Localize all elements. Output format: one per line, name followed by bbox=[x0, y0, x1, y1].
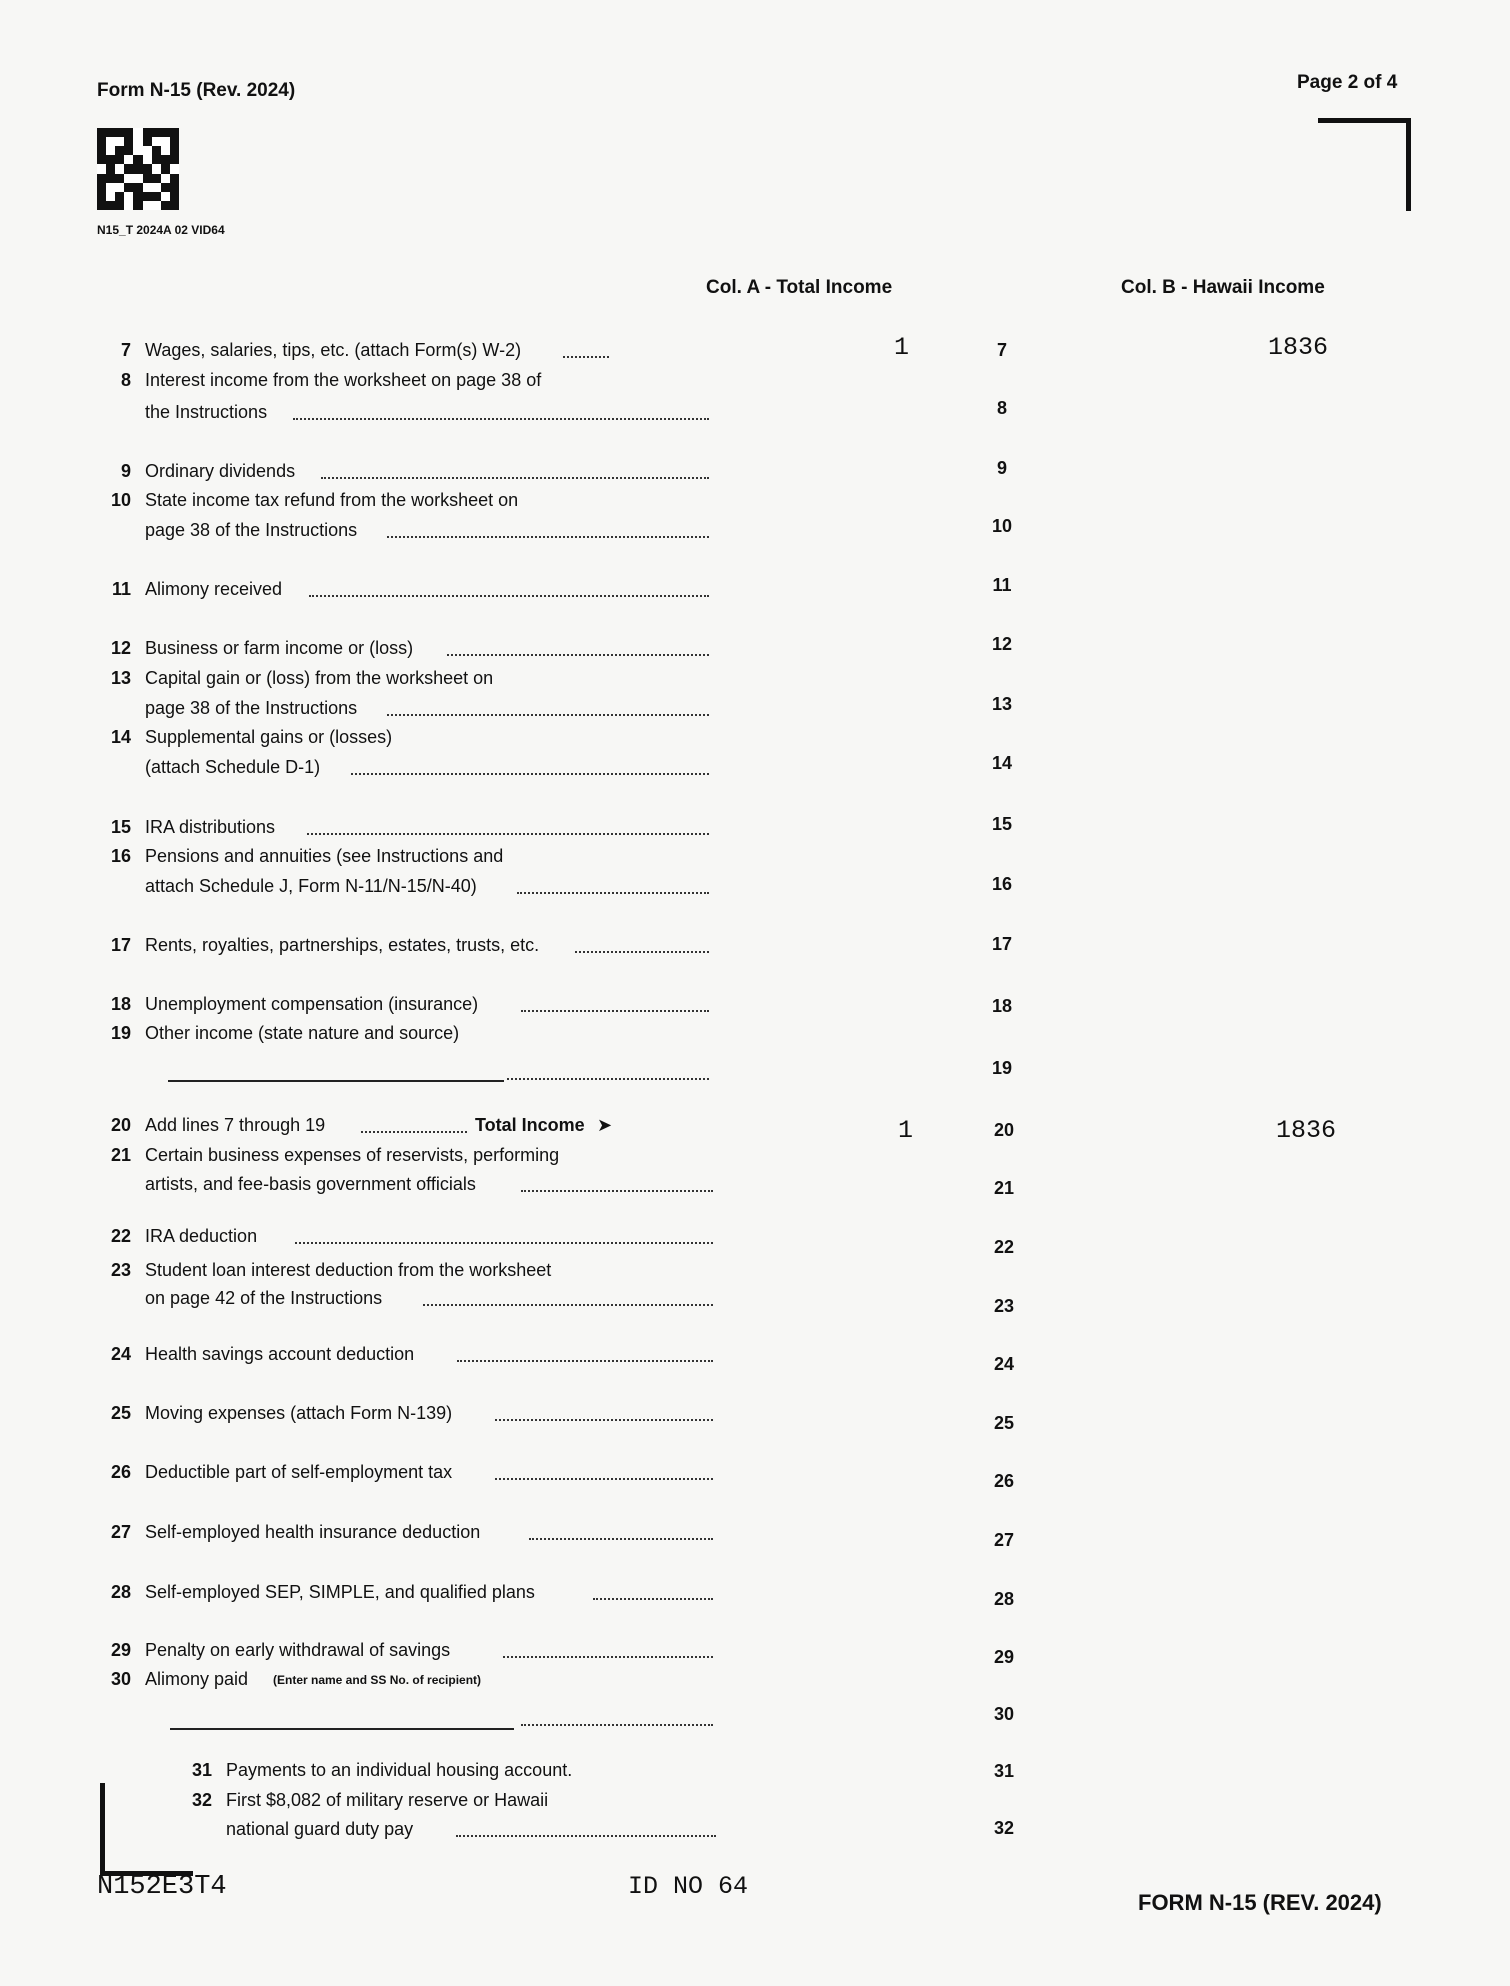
line-ref-8: 8 bbox=[996, 398, 1007, 418]
qr-code-text: N15_T 2024A 02 VID64 bbox=[97, 223, 225, 237]
line-ref-29: 29 bbox=[993, 1647, 1015, 1667]
line-number: 7 bbox=[120, 340, 131, 360]
line-number: 31 bbox=[191, 1760, 212, 1780]
line-label: Alimony paid bbox=[145, 1669, 249, 1689]
line-number: 27 bbox=[110, 1522, 131, 1542]
line-number: 8 bbox=[120, 370, 131, 390]
line-ref-19: 19 bbox=[991, 1058, 1013, 1078]
line-number: 18 bbox=[110, 994, 131, 1014]
line-number: 19 bbox=[110, 1023, 131, 1043]
line-ref-14: 14 bbox=[991, 753, 1013, 773]
column-a-header: Col. A - Total Income bbox=[706, 277, 893, 298]
line-ref-22: 22 bbox=[993, 1237, 1015, 1257]
line-ref-25: 25 bbox=[993, 1413, 1015, 1433]
line-number: 28 bbox=[110, 1582, 131, 1602]
line-ref-30: 30 bbox=[993, 1704, 1015, 1724]
line-number: 29 bbox=[110, 1640, 131, 1660]
line-number: 17 bbox=[110, 935, 131, 955]
line-ref-12: 12 bbox=[991, 634, 1013, 654]
line-number: 22 bbox=[110, 1226, 131, 1246]
line-number: 12 bbox=[110, 638, 131, 658]
line-label: Alimony received bbox=[145, 579, 283, 599]
line-label: Add lines 7 through 19 bbox=[145, 1115, 326, 1135]
line-label: Payments to an individual housing account. bbox=[226, 1760, 573, 1780]
line-ref-10: 10 bbox=[991, 516, 1013, 536]
line-label: IRA distributions bbox=[145, 817, 276, 837]
line-label: Ordinary dividends bbox=[145, 461, 296, 481]
other-income-blank[interactable] bbox=[168, 1080, 504, 1082]
col-a-value-line-7[interactable]: 1 bbox=[894, 333, 910, 362]
line-label: Interest income from the worksheet on page 38 of bbox=[145, 370, 542, 390]
line-label: Penalty on early withdrawal of savings bbox=[145, 1640, 451, 1660]
total-income-label: Total Income bbox=[475, 1115, 585, 1135]
line-label: Supplemental gains or (losses) bbox=[145, 727, 393, 747]
column-b-header: Col. B - Hawaii Income bbox=[1121, 277, 1325, 298]
scan-code: N152E3T4 bbox=[97, 1872, 227, 1902]
line-ref-7: 7 bbox=[996, 340, 1007, 360]
line-label: (attach Schedule D-1) bbox=[145, 757, 321, 777]
line-number: 20 bbox=[110, 1115, 131, 1135]
registration-mark-bottom-left bbox=[100, 1783, 193, 1876]
line-ref-17: 17 bbox=[991, 934, 1013, 954]
col-b-value-line-7[interactable]: 1836 bbox=[1268, 333, 1329, 362]
arrow-right-icon: ➤ bbox=[597, 1115, 613, 1135]
col-a-value-line-20[interactable]: 1 bbox=[898, 1116, 914, 1145]
form-id: Form N-15 (Rev. 2024) bbox=[97, 80, 296, 101]
line-number: 21 bbox=[110, 1145, 131, 1165]
line-label: national guard duty pay bbox=[226, 1819, 414, 1839]
line-ref-24: 24 bbox=[993, 1354, 1015, 1374]
col-b-value-line-20[interactable]: 1836 bbox=[1276, 1116, 1337, 1145]
registration-mark-top-right bbox=[1318, 118, 1411, 211]
line-number: 26 bbox=[110, 1462, 131, 1482]
line-number: 14 bbox=[110, 727, 131, 747]
line-label: Other income (state nature and source) bbox=[145, 1023, 460, 1043]
line-label: page 38 of the Instructions bbox=[145, 698, 358, 718]
line-label: Self-employed SEP, SIMPLE, and qualified plans bbox=[145, 1582, 535, 1602]
line-label: Capital gain or (loss) from the worksheet on bbox=[145, 668, 494, 688]
line-number: 11 bbox=[111, 579, 131, 599]
line-ref-18: 18 bbox=[991, 996, 1013, 1016]
line-label: Self-employed health insurance deduction bbox=[145, 1522, 481, 1542]
line-label: Pensions and annuities (see Instructions and bbox=[145, 846, 504, 866]
line-label: the Instructions bbox=[145, 402, 268, 422]
line-ref-28: 28 bbox=[993, 1589, 1015, 1609]
line-number: 13 bbox=[110, 668, 131, 688]
alimony-recipient-blank[interactable] bbox=[170, 1728, 514, 1730]
line-label: artists, and fee-basis government officials bbox=[145, 1174, 476, 1194]
line-ref-32: 32 bbox=[993, 1818, 1015, 1838]
line-ref-26: 26 bbox=[993, 1471, 1015, 1491]
line-label: Health savings account deduction bbox=[145, 1344, 415, 1364]
line-label: Certain business expenses of reservists, performing bbox=[145, 1145, 560, 1165]
line-label: Student loan interest deduction from the worksheet bbox=[145, 1260, 552, 1280]
line-ref-21: 21 bbox=[993, 1178, 1015, 1198]
line-label: Rents, royalties, partnerships, estates, trusts, etc. bbox=[145, 935, 540, 955]
line-label: Unemployment compensation (insurance) bbox=[145, 994, 479, 1014]
line-ref-27: 27 bbox=[993, 1530, 1015, 1550]
line-label: Deductible part of self-employment tax bbox=[145, 1462, 453, 1482]
line-number: 9 bbox=[120, 461, 131, 481]
line-label: page 38 of the Instructions bbox=[145, 520, 358, 540]
line-ref-13: 13 bbox=[991, 694, 1013, 714]
line-label: Moving expenses (attach Form N-139) bbox=[145, 1403, 453, 1423]
line-number: 25 bbox=[110, 1403, 131, 1423]
form-revision: FORM N-15 (REV. 2024) bbox=[1138, 1890, 1382, 1915]
line-ref-23: 23 bbox=[993, 1296, 1015, 1316]
line-ref-20: 20 bbox=[993, 1120, 1015, 1140]
line-label: Business or farm income or (loss) bbox=[145, 638, 414, 658]
line-number: 15 bbox=[110, 817, 131, 837]
line-label: First $8,082 of military reserve or Hawaii bbox=[226, 1790, 549, 1810]
line-number: 23 bbox=[110, 1260, 131, 1280]
line-ref-15: 15 bbox=[991, 814, 1013, 834]
qr-code-icon bbox=[97, 128, 179, 210]
line-number: 30 bbox=[110, 1669, 131, 1689]
line-number: 32 bbox=[191, 1790, 212, 1810]
id-number: ID NO 64 bbox=[628, 1872, 749, 1901]
line-sub-label: (Enter name and SS No. of recipient) bbox=[273, 1673, 482, 1687]
line-ref-16: 16 bbox=[991, 874, 1013, 894]
page-number: Page 2 of 4 bbox=[1297, 72, 1398, 93]
line-ref-11: 11 bbox=[992, 575, 1012, 595]
line-ref-9: 9 bbox=[996, 458, 1007, 478]
line-label: attach Schedule J, Form N-11/N-15/N-40) bbox=[145, 876, 477, 896]
line-label: IRA deduction bbox=[145, 1226, 258, 1246]
line-label: State income tax refund from the worksheet on bbox=[145, 490, 519, 510]
line-number: 24 bbox=[110, 1344, 131, 1364]
line-number: 10 bbox=[110, 490, 131, 510]
line-ref-31: 31 bbox=[993, 1761, 1015, 1781]
line-label: Wages, salaries, tips, etc. (attach Form(s) W-2) bbox=[145, 340, 522, 360]
line-label: on page 42 of the Instructions bbox=[145, 1288, 383, 1308]
line-number: 16 bbox=[110, 846, 131, 866]
